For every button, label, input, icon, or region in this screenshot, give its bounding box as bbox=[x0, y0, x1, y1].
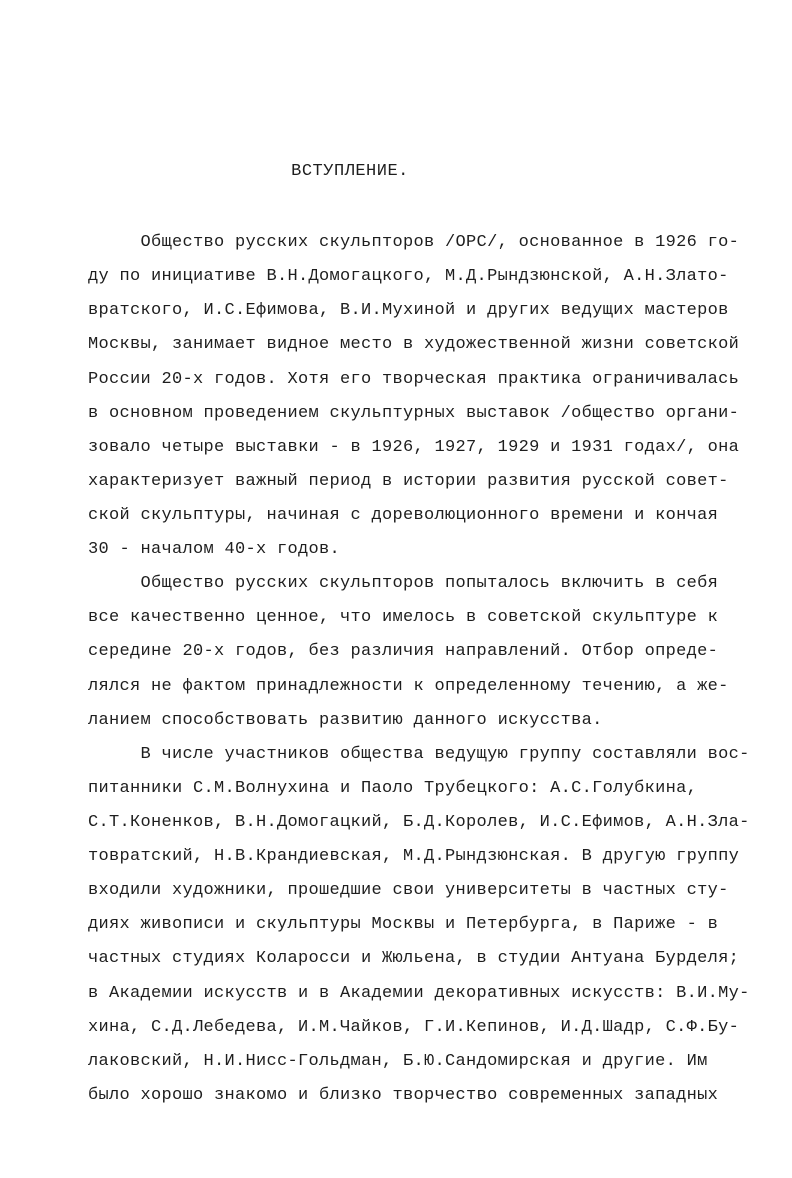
text-line: характеризует важный период в истории развития русской совет- bbox=[88, 472, 729, 491]
text-line: В числе участников общества ведущую группу составляли вос- bbox=[88, 745, 750, 764]
text-line: ланием способствовать развитию данного искусства. bbox=[88, 711, 603, 730]
text-line: в основном проведением скульптурных выставок /общество органи- bbox=[88, 404, 740, 423]
text-line: товратский, Н.В.Крандиевская, М.Д.Рындзюнская. В другую группу bbox=[88, 847, 740, 866]
text-line: Москвы, занимает видное место в художественной жизни советской bbox=[88, 335, 740, 354]
text-line: диях живописи и скульптуры Москвы и Петербурга, в Париже - в bbox=[88, 915, 719, 934]
text-line: входили художники, прошедшие свои университеты в частных сту- bbox=[88, 881, 729, 900]
text-line: частных студиях Коларосси и Жюльена, в студии Антуана Бурделя; bbox=[88, 949, 740, 968]
text-line: 30 - началом 40-х годов. bbox=[88, 540, 341, 559]
text-line: середине 20-х годов, без различия направлений. Отбор опреде- bbox=[88, 642, 719, 661]
text-line: Общество русских скульпторов попыталось включить в себя bbox=[88, 574, 719, 593]
text-line: было хорошо знакомо и близко творчество современных западных bbox=[88, 1086, 719, 1105]
text-line: хина, С.Д.Лебедева, И.М.Чайков, Г.И.Кепинов, И.Д.Шадр, С.Ф.Бу- bbox=[88, 1018, 740, 1037]
text-line: в Академии искусств и в Академии декоративных искусств: В.И.Му- bbox=[88, 984, 750, 1003]
text-line: ду по инициативе В.Н.Домогацкого, М.Д.Рындзюнской, А.Н.Злато- bbox=[88, 267, 729, 286]
text-line: зовало четыре выставки - в 1926, 1927, 1929 и 1931 годах/, она bbox=[88, 438, 740, 457]
text-line: ской скульптуры, начиная с дореволюционного времени и кончая bbox=[88, 506, 719, 525]
text-line: питанники С.М.Волнухина и Паоло Трубецкого: А.С.Голубкина, bbox=[88, 779, 698, 798]
text-line: России 20-х годов. Хотя его творческая практика ограничивалась bbox=[88, 370, 740, 389]
text-line: все качественно ценное, что имелось в советской скульптуре к bbox=[88, 608, 719, 627]
text-line: С.Т.Коненков, В.Н.Домогацкий, Б.Д.Королев, И.С.Ефимов, А.Н.Зла- bbox=[88, 813, 750, 832]
text-line: Общество русских скульпторов /ОРС/, основанное в 1926 го- bbox=[88, 233, 740, 252]
text-line: вратского, И.С.Ефимова, В.И.Мухиной и других ведущих мастеров bbox=[88, 301, 729, 320]
text-line: лялся не фактом принадлежности к определенному течению, а же- bbox=[88, 677, 729, 696]
page-title: ВСТУПЛЕНИЕ. bbox=[291, 162, 409, 181]
text-line: лаковский, Н.И.Нисс-Гольдман, Б.Ю.Сандомирская и другие. Им bbox=[88, 1052, 708, 1071]
